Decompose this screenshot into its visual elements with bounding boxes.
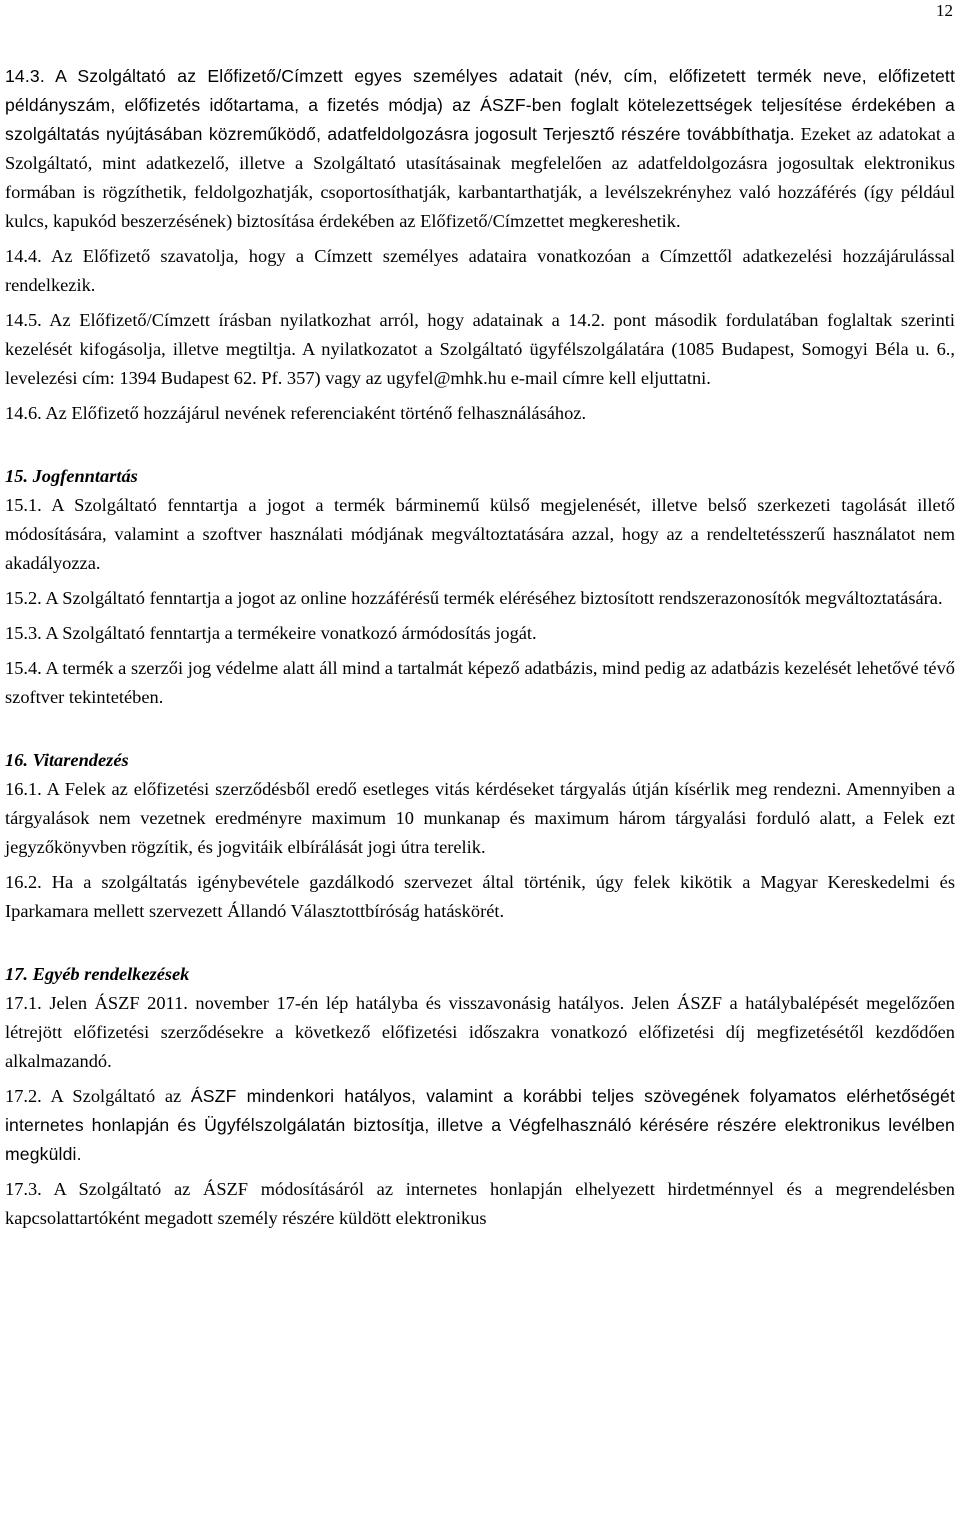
paragraph-15-2: 15.2. A Szolgáltató fenntartja a jogot az online hozzáférésű termék eléréséhez biztosított rendszerazonosítók megváltoztatására.: [5, 588, 943, 608]
paragraph-17-1: 17.1. Jelen ÁSZF 2011. november 17-én lép hatályba és visszavonásig hatályos. Jelen ÁSZF a hatálybalépését megelőzően létrejött előfizetési szerződésekre a következő előfizetési időszakra vonatkozó előfizetési díj megfizetésétől kezdődően alkalmazandó.: [5, 993, 955, 1071]
paragraph-14-6: 14.6. Az Előfizető hozzájárul nevének referenciaként történő felhasználásához.: [5, 403, 587, 423]
section-heading-16: 16. Vitarendezés: [5, 750, 129, 770]
paragraph-14-3: [5, 62, 955, 236]
paragraph-15-3: 15.3. A Szolgáltató fenntartja a termékeire vonatkozó ármódosítás jogát.: [5, 623, 537, 643]
paragraph-15-1: 15.1. A Szolgáltató fenntartja a jogot a termék bárminemű külső megjelenését, illetve belső szerkezeti tagolását illető módosítására, valamint a szoftver használati módjának megváltoztatására azzal, hogy az a rendeltetésszerű használatot nem akadályozza.: [5, 495, 955, 573]
section-heading-17: 17. Egyéb rendelkezések: [5, 964, 190, 984]
paragraph-14-4: 14.4. Az Előfizető szavatolja, hogy a Címzett személyes adataira vonatkozóan a Címzettől adatkezelési hozzájárulással rendelkezik.: [5, 246, 955, 295]
page-number: 12: [936, 1, 953, 20]
section-heading-15: 15. Jogfenntartás: [5, 466, 138, 486]
document-body: [5, 62, 955, 1239]
paragraph-17-3: 17.3. A Szolgáltató az ÁSZF módosításáról az internetes honlapján elhelyezett hirdetménnyel és a megrendelésben kapcsolattartóként megadott személy részére küldött elektronikus: [5, 1179, 955, 1228]
paragraph-14-3-part-2: Ezeket az adatokat a Szolgáltató, mint adatkezelő, illetve a Szolgáltató utasításainak megfelelően az adatfeldolgozásra jogosultak elektronikus formában is rögzíthetik, feldolgozhatják, csoportosíthatják, karbantarthatják, a levélszekrényhez való hozzáférés (így például kulcs, kapukód beszerzésének) biztosítása érdekében az Előfizető/Címzettet megkereshetik.: [5, 124, 955, 231]
paragraph-17-2: [5, 1082, 955, 1169]
section-gap: [5, 932, 955, 960]
paragraph-17-2-part-1: 17.2. A Szolgáltató az: [5, 1086, 191, 1106]
paragraph-16-2: 16.2. Ha a szolgáltatás igénybevétele gazdálkodó szervezet által történik, úgy felek kikötik a Magyar Kereskedelmi és Iparkamara mellett szervezett Állandó Választottbíróság hatáskörét.: [5, 872, 955, 921]
section-gap: [5, 434, 955, 462]
paragraph-17-2-part-2: ÁSZF mindenkori hatályos, valamint a korábbi teljes szövegének folyamatos elérhetőségét internetes honlapján és Ügyfélszolgálatán biztosítja, illetve a Végfelhasználó kérésére részére elektronikus levélben megküldi.: [5, 1086, 955, 1164]
paragraph-16-1: 16.1. A Felek az előfizetési szerződésből eredő esetleges vitás kérdéseket tárgyalás útján kísérlik meg rendezni. Amennyiben a tárgyalások nem vezetnek eredményre maximum 10 munkanap és maximum három tárgyalási forduló alatt, a Felek ezt jegyzőkönyvben rögzítik, és jogvitáik elbírálását jogi útra terelik.: [5, 779, 955, 857]
paragraph-15-4: 15.4. A termék a szerzői jog védelme alatt áll mind a tartalmát képező adatbázis, mind pedig az adatbázis kezelését lehetővé tévő szoftver tekintetében.: [5, 658, 955, 707]
section-gap: [5, 718, 955, 746]
paragraph-14-3-part-1: 14.3. A Szolgáltató az Előfizető/Címzett egyes személyes adatait (név, cím, előfizetett termék neve, előfizetett példányszám, előfizetés időtartama, a fizetés módja) az ÁSZF-ben foglalt kötelezettségek teljesítése érdekében a szolgáltatás nyújtásában közreműködő, adatfeldolgozásra jogosult Terjesztő részére továbbíthatja.: [5, 66, 955, 144]
paragraph-14-5: 14.5. Az Előfizető/Címzett írásban nyilatkozhat arról, hogy adatainak a 14.2. pont második fordulatában foglaltak szerinti kezelését kifogásolja, illetve megtiltja. A nyilatkozatot a Szolgáltató ügyfélszolgálatára (1085 Budapest, Somogyi Béla u. 6., levelezési cím: 1394 Budapest 62. Pf. 357) vagy az ugyfel@mhk.hu e-mail címre kell eljuttatni.: [5, 310, 955, 388]
